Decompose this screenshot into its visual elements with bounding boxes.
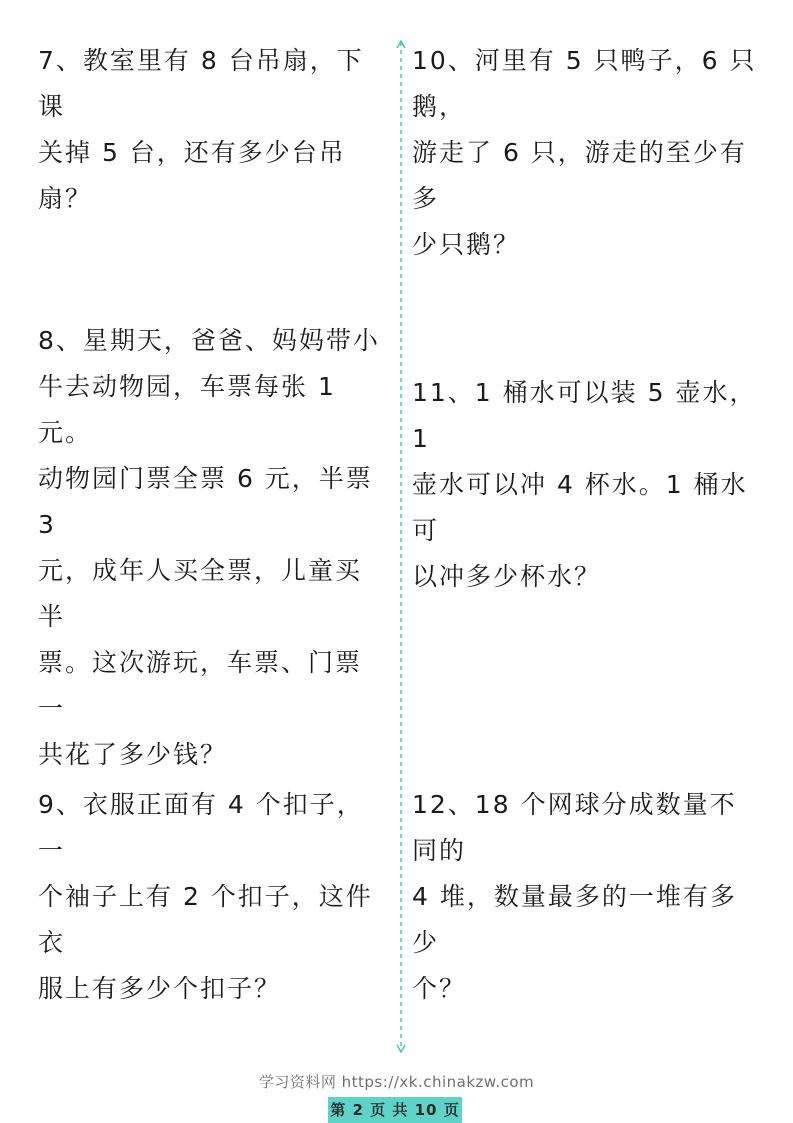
page-number-badge: 第 2 页 共 10 页 xyxy=(328,1097,462,1123)
question-12: 12、18 个网球分成数量不同的 4 堆，数量最多的一堆有多少 个？ xyxy=(412,790,737,1003)
footer-source-link[interactable]: 学习资料网 https://xk.chinakzw.com xyxy=(258,1073,535,1091)
question-9: 9、衣服正面有 4 个扣子，一 个袖子上有 2 个扣子，这件衣 服上有多少个扣子？ xyxy=(38,790,373,1003)
question-8: 8、星期天，爸爸、妈妈带小 牛去动物园，车票每张 1 元。 动物园门票全票 6 元，半票 3 元，成年人买全票，儿童买半 票。这次游玩，车票、门票一 共花了多少钱？ xyxy=(38,326,380,769)
question-10: 10、河里有 5 只鸭子，6 只鹅， 游走了 6 只，游走的至少有多 少只鹅？ xyxy=(412,46,757,259)
arrow-down-icon xyxy=(397,1045,405,1052)
question-7: 7、教室里有 8 台吊扇，下课 关掉 5 台，还有多少台吊扇？ xyxy=(38,46,364,213)
column-divider xyxy=(396,40,406,1054)
question-11: 11、1 桶水可以装 5 壶水，1 壶水可以冲 4 杯水。1 桶水可 以冲多少杯水？ xyxy=(412,378,757,591)
